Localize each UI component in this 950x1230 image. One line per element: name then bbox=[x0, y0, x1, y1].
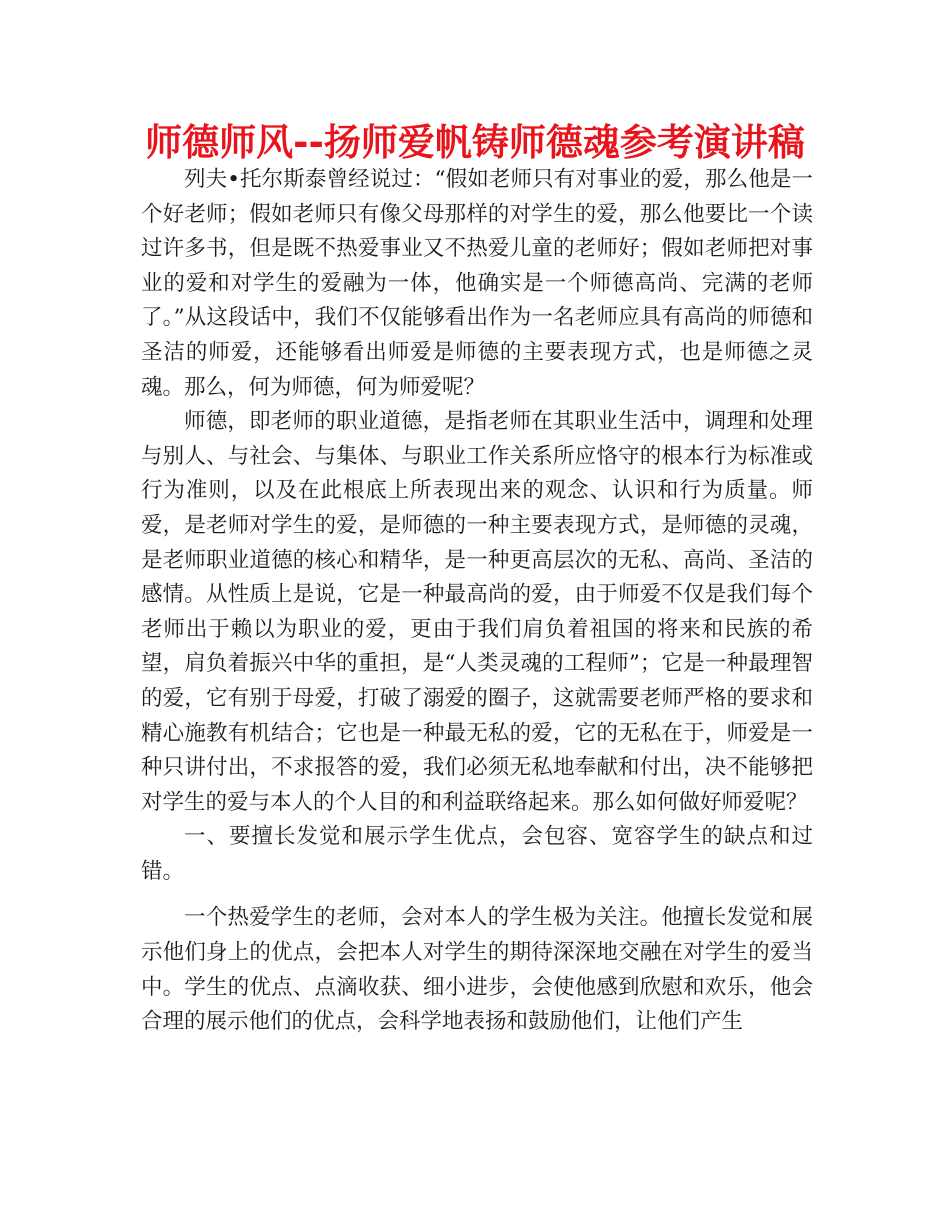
paragraph-teacher-ethics-definition: 师德，即老师的职业道德，是指老师在其职业生活中，调理和处理与别人、与社会、与集体、与职业工作关系所应恪守的根本行为标准或行为准则，以及在此根底上所表现出来的观念、认识和行为质量。师爱，是老师对学生的爱，是师德的一种主要表现方式，是师德的灵魂，是老师职业道德的核心和精华，是一种更高层次的无私、高尚、圣洁的感情。从性质上是说，它是一种最高尚的爱，由于师爱不仅是我们每个老师出于赖以为职业的爱，更由于我们肩负着祖国的将来和民族的希望，肩负着振兴中华的重担，是“人类灵魂的工程师”；它是一种最理智的爱，它有别于母爱，打破了溺爱的圈子，这就需要老师严格的要求和精心施教有机结合；它也是一种最无私的爱，它的无私在于，师爱是一种只讲付出，不求报答的爱，我们必须无私地奉献和付出，决不能够把对学生的爱与本人的个人目的和利益联络起来。那么如何做好师爱呢？ bbox=[141, 409, 813, 815]
document-body bbox=[141, 163, 813, 1040]
paragraph-intro-quote: 列夫•托尔斯泰曾经说过：“假如老师只有对事业的爱，那么他是一个好老师；假如老师只有像父母那样的对学生的爱，那么他要比一个读过许多书，但是既不热爱事业又不热爱儿童的老师好；假如老师把对事业的爱和对学生的爱融为一体，他确实是一个师德高尚、完满的老师了。”从这段话中，我们不仅能够看出作为一名老师应具有高尚的师德和圣洁的师爱，还能够看出师爱是师德的主要表现方式，也是师德之灵魂。那么，何为师德，何为师爱呢？ bbox=[141, 167, 813, 400]
paragraph-section-one-heading: 一、要擅长发觉和展示学生优点，会包容、宽容学生的缺点和过错。 bbox=[141, 824, 813, 884]
paragraph-section-one-body: 一个热爱学生的老师，会对本人的学生极为关注。他擅长发觉和展示他们身上的优点，会把本人对学生的期待深深地交融在对学生的爱当中。学生的优点、点滴收获、细小进步，会使他感到欣慰和欢乐，他会合理的展示他们的优点，会科学地表扬和鼓励他们，让他们产生 bbox=[141, 905, 813, 1035]
document-title: 师德师风--扬师爱帆铸师德魂参考演讲稿 bbox=[145, 121, 805, 164]
